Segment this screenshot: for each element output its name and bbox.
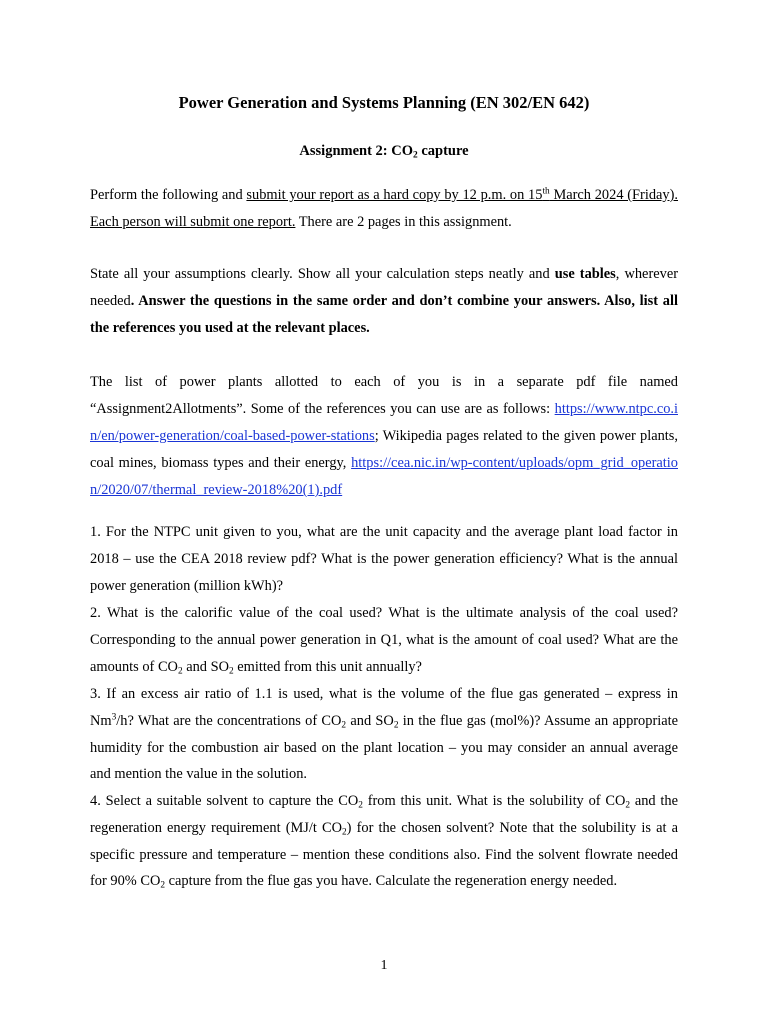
q4-sub-4: 2 [160,880,166,891]
question-3 [90,681,678,788]
question-4 [90,788,678,895]
subtitle-prefix: Assignment 2: CO [299,143,413,159]
intro-paragraph [90,182,678,236]
deadline-ordinal: th [542,186,550,197]
references-text-2: ; Wikipedia pages related to the given power plants, coal mines, biomass types and their energy, [90,428,678,471]
references-paragraph [90,369,678,504]
assumptions-text-2: , wherever needed [90,266,678,309]
intro-lead: Perform the following and [90,187,247,203]
q3-sub-2: 2 [393,720,399,731]
assumptions-text-1: State all your assumptions clearly. Show all your calculation steps neatly and [90,266,555,282]
intro-tail: There are 2 pages in this assignment. [295,214,512,230]
q4-text-d: ) for the chosen solvent? Note that the solubility is at a specific pressure and temperature – mention these conditions also. Find the solvent flowrate needed for 90% CO [90,819,678,890]
assumptions-bold-2: . Answer the questions in the same order and don’t combine your answers. Also, list all the references you used at the relevant places. [90,293,678,336]
deadline-part-b: March 2024 (Friday). Each person will submit one report. [90,187,679,230]
references-text-1: The list of power plants allotted to each of you is in a separate pdf file named “Assignment2Allotments”. Some of the references you can use are as follows: [90,374,678,417]
cea-review-link[interactable]: https://cea.nic.in/wp-content/uploads/opm_grid_operation/2020/07/thermal_review-2018%20(1).pdf [90,455,678,498]
deadline-part-a: submit your report as a hard copy by 12 p.m. on 15 [246,187,543,203]
q4-sub-3: 2 [342,827,347,838]
q3-text-a: 3. If an excess air ratio of 1.1 is used, what is the volume of the flue gas generated – express in Nm [90,686,678,729]
q4-sub-1: 2 [358,800,363,811]
subtitle-subscript: 2 [413,150,418,161]
q3-text-b: /h? What are the concentrations of CO [116,712,342,729]
q3-text-d: in the flue gas (mol%)? Assume an appropriate humidity for the combustion air based on the plant location – you may consider an annual average and mention the value in the solution. [90,712,679,783]
assumptions-bold-1: use tables [554,266,616,282]
q4-text-b: from this unit. What is the solubility of CO [362,793,626,809]
question-2 [90,600,678,680]
page-number: 1 [380,958,388,973]
q4-text-e: capture from the flue gas you have. Calculate the regeneration energy needed. [165,873,618,890]
subtitle-suffix: capture [417,143,469,159]
ntpc-link[interactable]: https://www.ntpc.co.in/en/power-generation/coal-based-power-stations [90,401,678,444]
assumptions-paragraph [90,261,678,342]
assignment-subtitle [0,143,768,160]
q4-text-a: 4. Select a suitable solvent to capture the CO [90,793,359,809]
q2-sub-2: 2 [229,665,234,676]
q3-sup: 3 [111,712,117,723]
q2-text-a: 2. What is the calorific value of the coal used? What is the ultimate analysis of the coal used? Corresponding to the annual power generation in Q1, what is the amount of coal used? What are the amounts of CO [90,605,678,675]
q2-sub-1: 2 [177,665,183,676]
q3-sub-1: 2 [341,720,347,731]
document-title: Power Generation and Systems Planning (EN 302/EN 642) [178,93,590,112]
q3-text-c: and SO [346,712,394,729]
q2-text-c: emitted from this unit annually? [233,658,422,675]
q4-text-c: and the regeneration energy requirement (MJ/t CO [90,793,679,836]
q4-sub-2: 2 [625,800,631,811]
q2-text-b: and SO [182,658,229,675]
question-1: 1. For the NTPC unit given to you, what are the unit capacity and the average plant load factor in 2018 – use the CEA 2018 review pdf? What is the power generation efficiency? What is the annual power generation (million kWh)? [90,524,678,594]
